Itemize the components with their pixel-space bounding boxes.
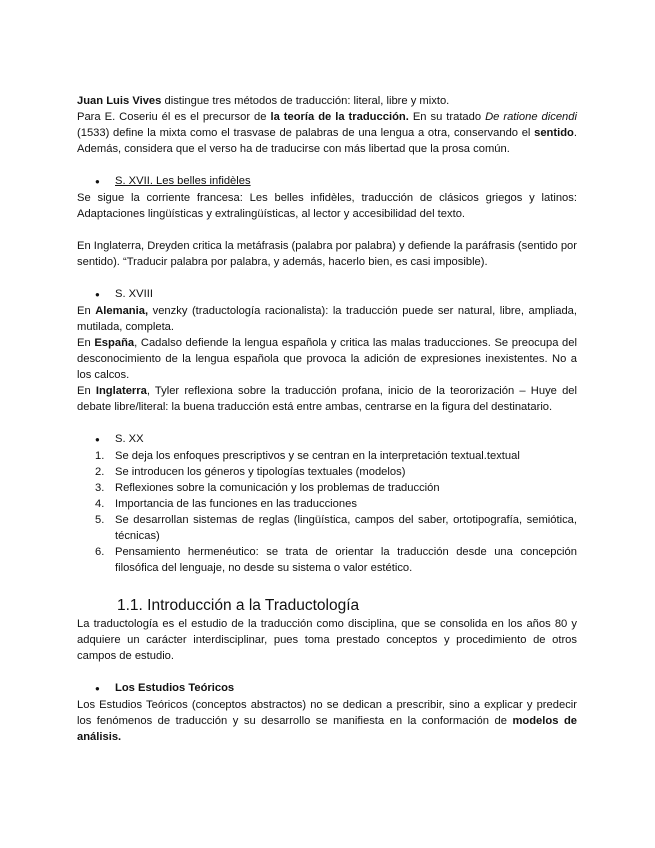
list-item bbox=[77, 480, 577, 496]
list-item bbox=[77, 448, 577, 464]
s20-list bbox=[77, 448, 577, 576]
coseriu-text-e: (1533) define la mixta como el trasvase de palabras de una lengua a otra, conservando el bbox=[77, 127, 535, 139]
list-number: 1. bbox=[95, 450, 105, 462]
bullet-icon: ● bbox=[95, 290, 100, 299]
inglaterra-paragraph bbox=[77, 383, 577, 415]
coseriu-bold-theory: la teoría de la traducción. bbox=[270, 111, 409, 123]
inglaterra-bold: Inglaterra bbox=[95, 385, 147, 397]
coseriu-paragraph bbox=[77, 109, 577, 157]
inglaterra-text-c: , Tyler reflexiona sobre la traducción profana, inicio de la teororización – Huye del debate libre/literal: la buena traducción está entre ambas, centrarse en la figura del destinatario. bbox=[77, 385, 578, 413]
bullet-icon: ● bbox=[95, 684, 100, 693]
alemania-paragraph bbox=[77, 303, 577, 335]
coseriu-text-g: . Además, considera que el verso ha de traducirse con más libertad que la prosa común. bbox=[77, 127, 577, 155]
estudios-teoricos-text: Los Estudios Teóricos (conceptos abstractos) no se dedican a prescribir, sino a explicar y predecir los fenómenos de traducción y su desarrollo se manifiesta en la conformación de bbox=[77, 699, 577, 727]
s17-dreyden-paragraph: En Inglaterra, Dreyden critica la metáfrasis (palabra por palabra) y defiende la paráfrasis (sentido por sentido). “Traducir palabra por palabra, y además, hacerlo bien, es casi imposible). bbox=[77, 240, 577, 268]
list-text: Pensamiento hermenéutico: se trata de orientar la traducción desde una concepción filosófica del lenguaje, no desde su sistema o valor estético. bbox=[115, 546, 577, 574]
inglaterra-text-a: En bbox=[77, 385, 96, 397]
coseriu-bold-sentido: sentido bbox=[534, 127, 574, 139]
espana-bold: España bbox=[94, 337, 135, 349]
alemania-text-c: venzky (traductología racionalista): la traducción puede ser natural, libre, ampliada, mutilada, completa. bbox=[77, 305, 578, 333]
vives-name: Juan Luis Vives bbox=[77, 95, 162, 107]
coseriu-treatise-title: De ratione dicendi bbox=[485, 111, 577, 123]
list-text: Se deja los enfoques prescriptivos y se centran en la interpretación textual.textual bbox=[115, 450, 520, 462]
list-text: Se desarrollan sistemas de reglas (lingüística, campos del saber, ortotipografía, semiótica, técnicas) bbox=[115, 514, 577, 542]
list-text: Se introducen los géneros y tipologías textuales (modelos) bbox=[115, 466, 406, 478]
coseriu-text-c: En su tratado bbox=[408, 111, 486, 123]
bullet-icon: ● bbox=[95, 177, 100, 186]
document-page bbox=[77, 93, 577, 745]
espana-text-c: , Cadalso defiende la lengua española y critica las malas traducciones. Se preocupa del desconocimiento de la lengua española que provoca la adición de expresiones inexistentes. No a los calcos. bbox=[77, 337, 577, 381]
list-number: 4. bbox=[95, 498, 105, 510]
coseriu-text-a: Para E. Coseriu él es el precursor de bbox=[77, 111, 271, 123]
list-item bbox=[77, 496, 577, 512]
list-number: 2. bbox=[95, 466, 105, 478]
list-number: 5. bbox=[95, 514, 105, 526]
traductologia-paragraph: La traductología es el estudio de la traducción como disciplina, que se consolida en los años 80 y adquiere un carácter interdisciplinar, pues toma prestado conceptos y procedimiento de otros campos de estudio. bbox=[77, 618, 577, 662]
list-item bbox=[77, 464, 577, 480]
s18-bullet bbox=[77, 286, 577, 303]
modelos-bold: modelos de análisis. bbox=[77, 715, 578, 743]
list-item bbox=[77, 544, 577, 576]
espana-text-a: En bbox=[77, 337, 95, 349]
vives-text: distingue tres métodos de traducción: literal, libre y mixto. bbox=[161, 95, 450, 107]
list-item bbox=[77, 512, 577, 544]
list-number: 6. bbox=[95, 546, 105, 558]
s20-title: S. XX bbox=[115, 433, 144, 445]
alemania-bold: Alemania, bbox=[95, 305, 149, 317]
vives-paragraph bbox=[77, 93, 577, 109]
alemania-text-a: En bbox=[77, 305, 96, 317]
list-text: Reflexiones sobre la comunicación y los problemas de traducción bbox=[115, 482, 440, 494]
list-number: 3. bbox=[95, 482, 105, 494]
s17-title: S. XVII. Les belles infidèles bbox=[115, 175, 251, 187]
s17-paragraph: Se sigue la corriente francesa: Les belles infidèles, traducción de clásicos griegos y latinos: Adaptaciones lingüísticas y extralingüísticas, al lector y accesibilidad del texto. bbox=[77, 192, 577, 220]
list-text: Importancia de las funciones en las traducciones bbox=[115, 498, 357, 510]
s20-bullet bbox=[77, 431, 577, 448]
estudios-teoricos-bullet bbox=[77, 680, 577, 697]
espana-paragraph bbox=[77, 335, 577, 383]
s17-bullet bbox=[77, 173, 577, 190]
estudios-teoricos-paragraph bbox=[77, 697, 577, 745]
bullet-icon: ● bbox=[95, 435, 100, 444]
estudios-teoricos-title: Los Estudios Teóricos bbox=[115, 682, 235, 694]
s18-title: S. XVIII bbox=[115, 288, 153, 300]
section-heading: 1.1. Introducción a la Traductología bbox=[117, 597, 360, 614]
